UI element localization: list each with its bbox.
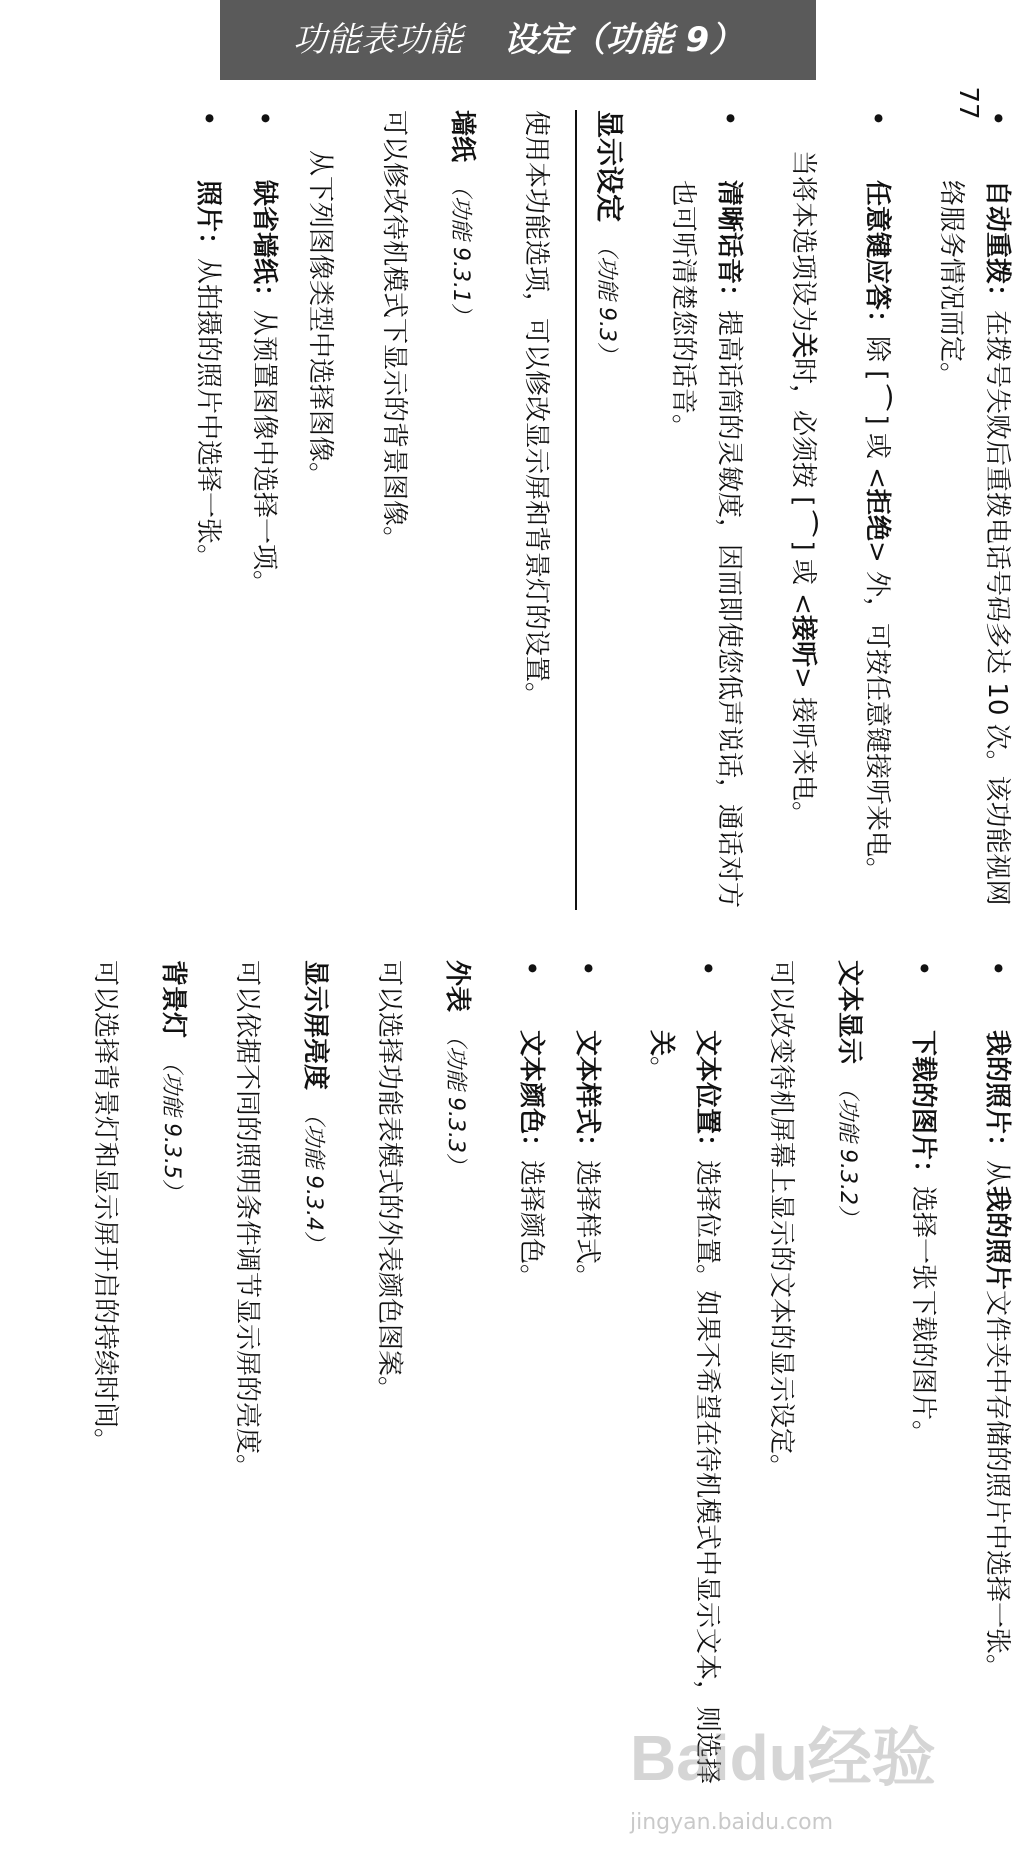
item-text: 提高话筒的灵敏度，因而即使您低声说话，通话对方也可听清楚您的话音。 bbox=[668, 180, 744, 909]
wallpaper-desc2: 从下列图像类型中选择图像。 bbox=[305, 150, 335, 489]
note-text: ] 或 < bbox=[788, 540, 818, 615]
subsection-title-text: 外表 bbox=[442, 960, 472, 1013]
item-text: 文件夹中存储的照片中选择一张。 bbox=[982, 1290, 1012, 1681]
note-bold: 关 bbox=[788, 332, 818, 359]
item-label: 任意键应答： bbox=[862, 180, 892, 337]
list-item-text-color bbox=[508, 960, 554, 1810]
subsection-title-brightness bbox=[290, 960, 338, 1810]
text-display-desc: 可以改变待机屏幕上显示的文本的显示设定。 bbox=[766, 960, 796, 1481]
item-label: 清晰话音： bbox=[714, 180, 744, 311]
any-key-note bbox=[780, 110, 826, 910]
send-key-icon: ⌒ bbox=[788, 510, 818, 537]
item-label: 我的照片： bbox=[982, 1030, 1012, 1161]
end-key-icon: ⌒ bbox=[862, 384, 892, 411]
baidu-paw-logo-icon bbox=[620, 1700, 1000, 1810]
backlight-desc: 可以选择背景灯和显示屏开启的持续时间。 bbox=[90, 960, 120, 1455]
note-text: > 接听来电。 bbox=[788, 666, 818, 828]
subsection-ref: （功能 9.3.2） bbox=[835, 1076, 860, 1227]
list-item-any-key-answer bbox=[854, 110, 900, 910]
subsection-title-text: 墙纸 bbox=[447, 110, 477, 163]
watermark-logo-text: Baidu经验 bbox=[630, 1722, 936, 1794]
watermark-url: jingyan.baidu.com bbox=[630, 1810, 834, 1835]
baidu-watermark bbox=[620, 1700, 1000, 1860]
item-text: 选择样式。 bbox=[572, 1160, 602, 1291]
note-text: 时，必须按 [ bbox=[788, 358, 818, 507]
right-column bbox=[20, 960, 1020, 1810]
subsection-title-wallpaper bbox=[437, 110, 485, 910]
subsection-title-text: 文本显示 bbox=[834, 960, 864, 1065]
wallpaper-desc: 可以修改待机模式下显示的背景图像。 bbox=[379, 110, 409, 553]
subsection-ref: （功能 9.3.5） bbox=[159, 1050, 184, 1201]
subsection-title-skin bbox=[432, 960, 480, 1810]
subsection-title-backlight bbox=[148, 960, 196, 1810]
item-label: 文本颜色： bbox=[516, 1030, 546, 1161]
item-text: 从预置图像中选择一项。 bbox=[249, 310, 279, 597]
item-bold: 关 bbox=[646, 1030, 676, 1057]
item-label: 照片： bbox=[193, 180, 223, 259]
note-bold: 接听 bbox=[788, 614, 818, 667]
item-text: 选择颜色。 bbox=[516, 1160, 546, 1291]
display-desc: 使用本功能选项，可以修改显示屏和背景灯的设置。 bbox=[521, 110, 551, 709]
section-ref: （功能 9.3） bbox=[594, 234, 619, 364]
list-item-clear-voice bbox=[660, 110, 752, 910]
item-bold: 拒绝 bbox=[862, 488, 892, 541]
item-label: 缺省墙纸： bbox=[249, 180, 279, 311]
list-item-auto-redial bbox=[928, 110, 1020, 910]
item-label: 自动重拨： bbox=[982, 180, 1012, 311]
list-item-default-wallpaper bbox=[241, 110, 287, 910]
header-section: 设定（功能 9） bbox=[503, 20, 744, 60]
item-label: 文本样式： bbox=[572, 1030, 602, 1161]
list-item-downloaded-images bbox=[900, 960, 946, 1810]
item-text: 从拍摄的照片中选择一张。 bbox=[193, 258, 223, 571]
subsection-ref: （功能 9.3.4） bbox=[301, 1102, 326, 1253]
item-text: 在拨号失败后重拨电话号码多达 10 次。该功能视网络服务情况而定。 bbox=[936, 180, 1012, 906]
page-content bbox=[0, 110, 1020, 1850]
item-text: 从 bbox=[982, 1160, 1012, 1187]
list-item-text-style bbox=[564, 960, 610, 1810]
subsection-ref: （功能 9.3.3） bbox=[443, 1024, 468, 1175]
item-text: ] 或 < bbox=[862, 414, 892, 489]
item-text: 选择一张下载的图片。 bbox=[908, 1186, 938, 1447]
note-text: 当将本选项设为 bbox=[788, 150, 818, 333]
item-text: > 外，可按任意键接听来电。 bbox=[862, 540, 892, 883]
item-label: 下载的图片： bbox=[908, 1030, 938, 1187]
item-bold: 我的照片 bbox=[982, 1186, 1012, 1291]
section-title-text: 显示设定 bbox=[593, 110, 626, 223]
item-text: 。 bbox=[646, 1056, 676, 1083]
page-number: 77 bbox=[953, 86, 983, 120]
list-item-my-photos bbox=[974, 960, 1020, 1810]
header-bar bbox=[220, 0, 816, 80]
list-item-photo bbox=[185, 110, 231, 910]
section-title-display bbox=[575, 110, 632, 910]
item-label: 文本位置： bbox=[692, 1030, 722, 1161]
header-chapter: 功能表功能 bbox=[292, 20, 463, 60]
subsection-ref: （功能 9.3.1） bbox=[448, 174, 473, 325]
subsection-title-text-display bbox=[824, 960, 872, 1810]
item-text: 选择位置。如果不希望在待机模式中显示文本，则选择 bbox=[692, 1160, 722, 1785]
subsection-title-text: 背景灯 bbox=[158, 960, 188, 1039]
skin-desc: 可以选择功能表模式的外表颜色图案。 bbox=[374, 960, 404, 1403]
list-item-text-position bbox=[638, 960, 730, 1810]
left-column bbox=[20, 110, 1020, 910]
subsection-title-text: 显示屏亮度 bbox=[300, 960, 330, 1091]
brightness-desc: 可以依据不同的照明条件调节显示屏的亮度。 bbox=[232, 960, 262, 1481]
item-text: 除 [ bbox=[862, 336, 892, 381]
